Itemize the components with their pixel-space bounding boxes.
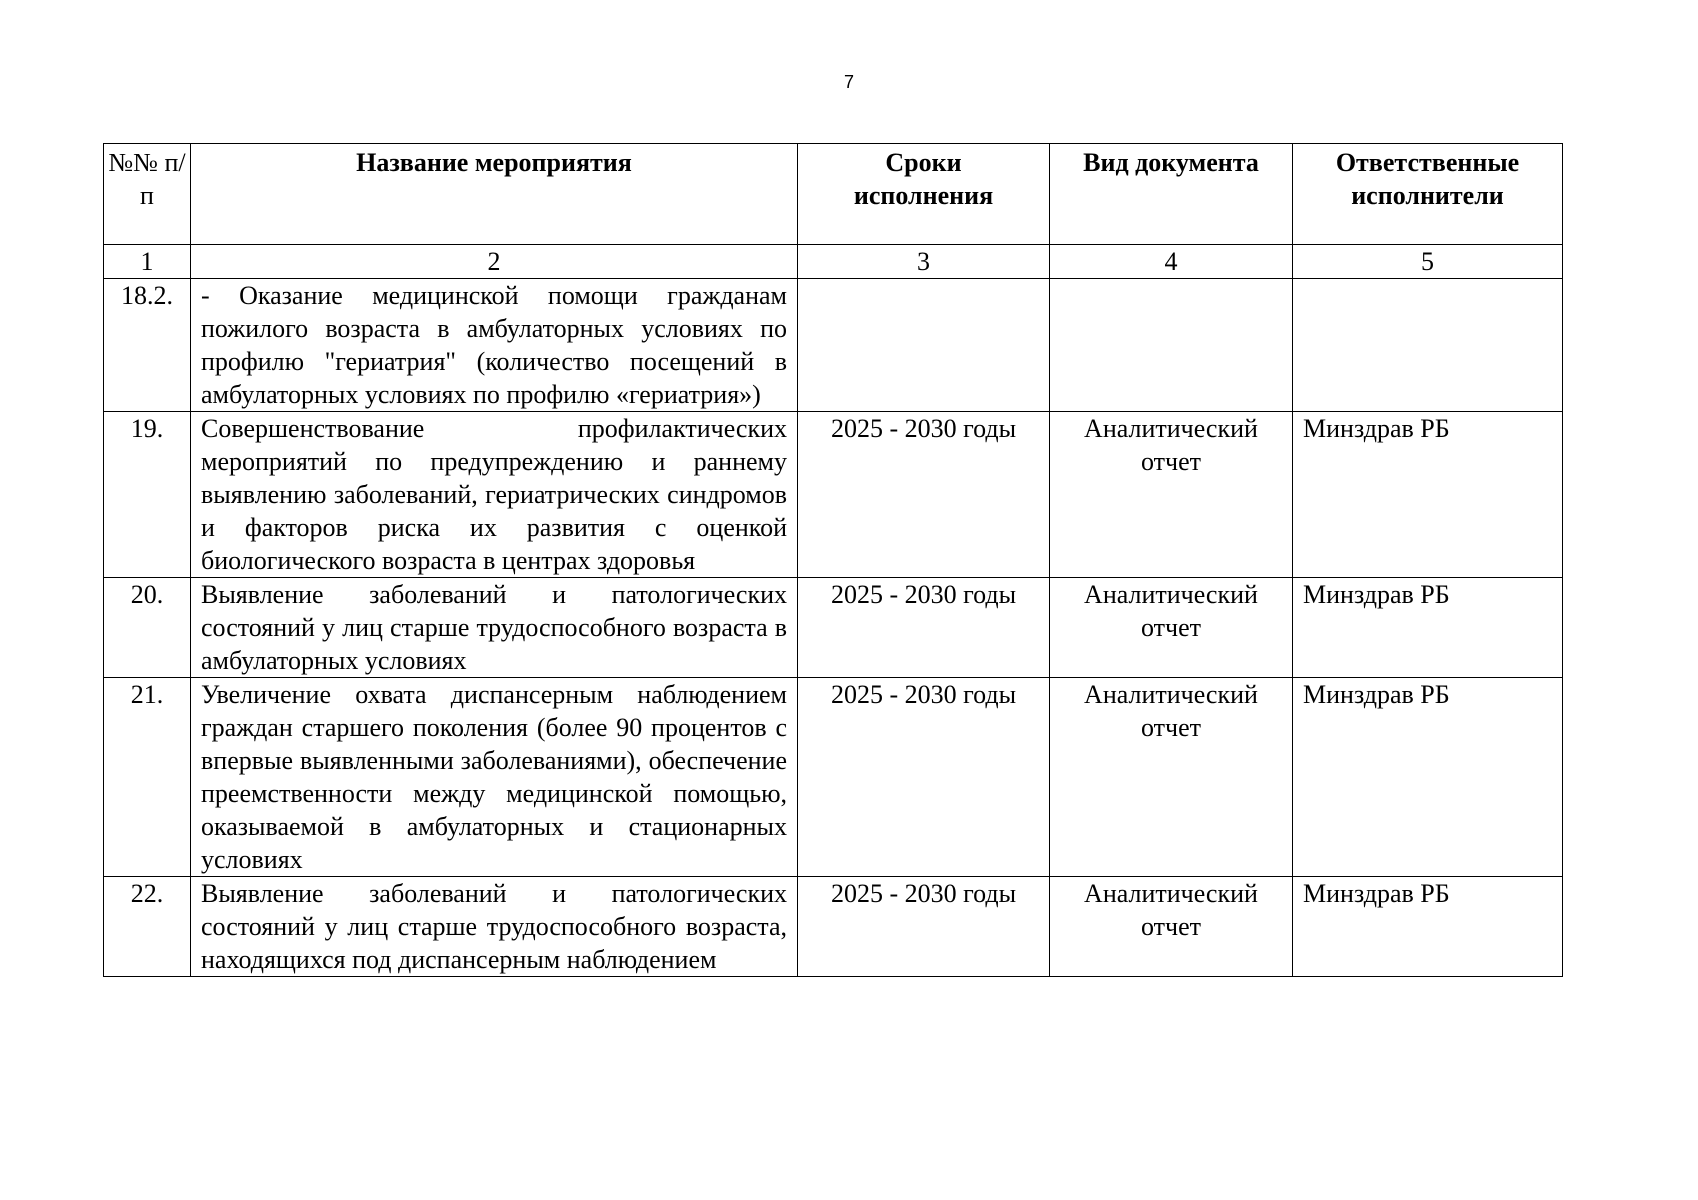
column-number: 1: [104, 245, 191, 279]
row-number: 18.2.: [104, 279, 191, 412]
responsible: [1293, 279, 1563, 412]
activity-name: Выявление заболеваний и патологических состояний у лиц старше трудоспособного возраста, находящихся под диспансерным наблюдением: [191, 877, 798, 977]
activity-name: Увеличение охвата диспансерным наблюдением граждан старшего поколения (более 90 процентов с впервые выявленными заболеваниями), обеспечение преемственности между медицинской помощью, оказываемой в амбулаторных и стационарных условиях: [191, 678, 798, 877]
deadline: [798, 279, 1050, 412]
header-activity-name: Название мероприятия: [191, 144, 798, 245]
row-number: 19.: [104, 412, 191, 578]
header-document-type: Вид документа: [1050, 144, 1293, 245]
document-type: Аналитический отчет: [1050, 678, 1293, 877]
row-number: 22.: [104, 877, 191, 977]
responsible: Минздрав РБ: [1293, 412, 1563, 578]
page-number: 7: [843, 72, 854, 92]
document-type: Аналитический отчет: [1050, 877, 1293, 977]
column-number-row: [104, 245, 1563, 279]
table-row: [104, 578, 1563, 678]
column-number: 3: [798, 245, 1050, 279]
responsible: Минздрав РБ: [1293, 678, 1563, 877]
deadline: 2025 - 2030 годы: [798, 412, 1050, 578]
document-type: Аналитический отчет: [1050, 412, 1293, 578]
table-row: [104, 279, 1563, 412]
column-number: 5: [1293, 245, 1563, 279]
header-deadline: Сроки исполнения: [798, 144, 1050, 245]
table-row: [104, 877, 1563, 977]
document-type: [1050, 279, 1293, 412]
table-row: [104, 678, 1563, 877]
header-responsible: Ответственные исполнители: [1293, 144, 1563, 245]
column-number: 4: [1050, 245, 1293, 279]
activity-name: Выявление заболеваний и патологических состояний у лиц старше трудоспособного возраста в амбулаторных условиях: [191, 578, 798, 678]
document-type: Аналитический отчет: [1050, 578, 1293, 678]
row-number: 20.: [104, 578, 191, 678]
deadline: 2025 - 2030 годы: [798, 877, 1050, 977]
deadline: 2025 - 2030 годы: [798, 578, 1050, 678]
row-number: 21.: [104, 678, 191, 877]
table-row: [104, 412, 1563, 578]
activities-table: [103, 143, 1563, 977]
deadline: 2025 - 2030 годы: [798, 678, 1050, 877]
responsible: Минздрав РБ: [1293, 877, 1563, 977]
table-header-row: [104, 144, 1563, 245]
header-number: №№ п/п: [104, 144, 191, 245]
responsible: Минздрав РБ: [1293, 578, 1563, 678]
column-number: 2: [191, 245, 798, 279]
activity-name: - Оказание медицинской помощи гражданам пожилого возраста в амбулаторных условиях по профилю "гериатрия" (количество посещений в амбулаторных условиях по профилю «гериатрия»): [191, 279, 798, 412]
activity-name: Совершенствование профилактических мероприятий по предупреждению и раннему выявлению заболеваний, гериатрических синдромов и факторов риска их развития с оценкой биологического возраста в центрах здоровья: [191, 412, 798, 578]
